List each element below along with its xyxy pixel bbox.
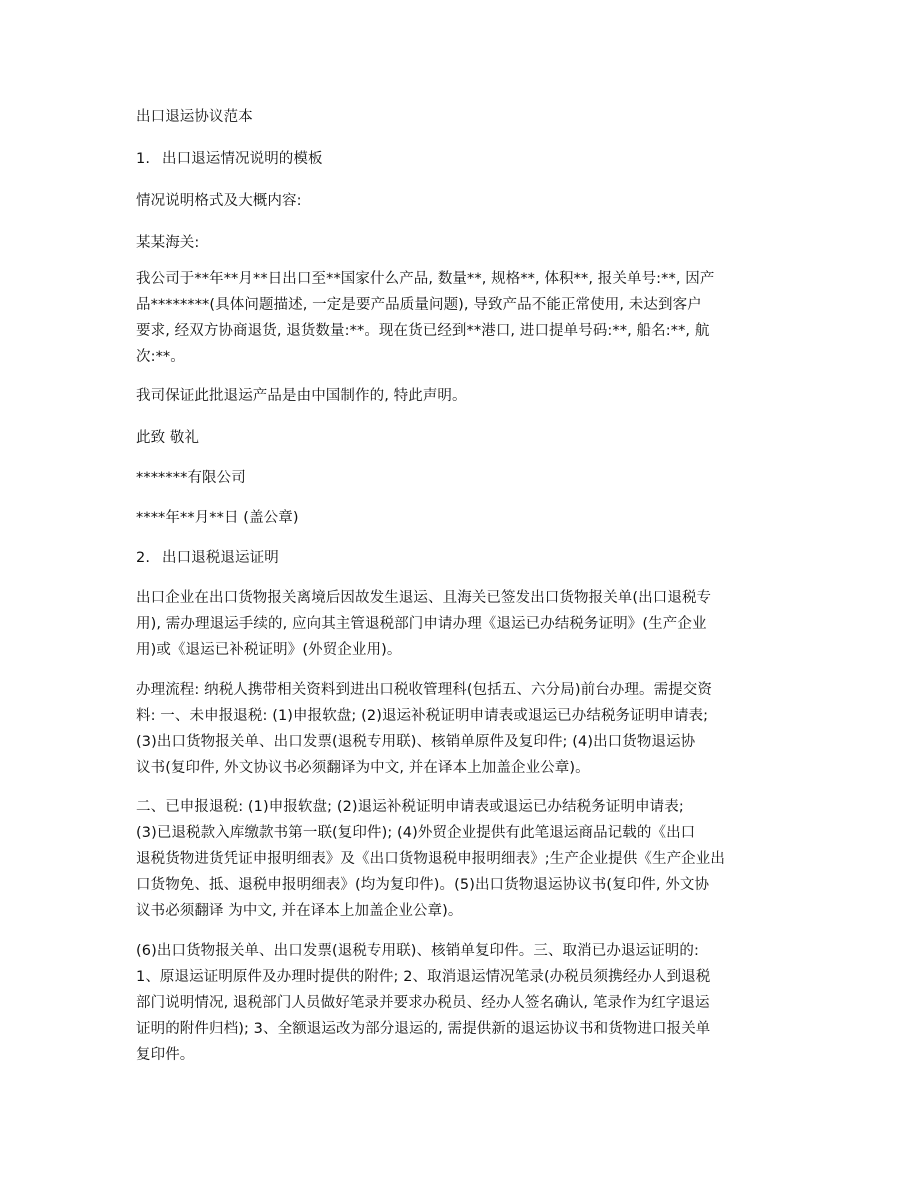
document-title: 出口退运协议范本	[136, 109, 253, 125]
paragraph-line: 用)或《退运已补税证明》(外贸企业用)。	[136, 642, 402, 658]
paragraph-line: (3)已退税款入库缴款书第一联(复印件); (4)外贸企业提供有此笔退运商品记载的《出口	[136, 825, 696, 841]
company-name: *******有限公司	[136, 470, 246, 486]
paragraph-line: 议书(复印件, 外文协议书必须翻译为中文, 并在译本上加盖企业公章)。	[136, 760, 590, 776]
paragraph-line: 退税货物进货凭证申报明细表》及《出口货物退税申报明细表》;生产企业提供《生产企业出	[136, 851, 725, 867]
section-2-title: 出口退税退运证明	[162, 550, 279, 566]
closing-salutation: 此致 敬礼	[136, 430, 200, 446]
paragraph-line: (3)出口货物报关单、出口发票(退税专用联)、核销单原件及复印件; (4)出口货物退运协	[136, 734, 696, 750]
paragraph-line: 办理流程: 纳税人携带相关资料到进出口税收管理科(包括五、六分局)前台办理。需提交资	[136, 682, 713, 698]
paragraph-guarantee: 我司保证此批退运产品是由中国制作的, 特此声明。	[136, 388, 467, 404]
date-seal: ****年**月**日 (盖公章)	[136, 510, 299, 526]
paragraph-line: 证明的附件归档); 3、全额退运改为部分退运的, 需提供新的退运协议书和货物进口报关单	[136, 1021, 711, 1037]
paragraph-line: 品********(具体问题描述, 一定是要产品质量问题), 导致产品不能正常使用, 未达到客户	[136, 297, 702, 313]
paragraph-line: 复印件。	[136, 1047, 195, 1063]
addressee: 某某海关:	[136, 235, 200, 251]
paragraph-line: 议书必须翻译 为中文, 并在译本上加盖企业公章)。	[136, 903, 463, 919]
format-label: 情况说明格式及大概内容:	[136, 193, 302, 209]
paragraph-line: 我公司于**年**月**日出口至**国家什么产品, 数量**, 规格**, 体积**, 报关单号:**, 因产	[136, 271, 715, 287]
section-1-title: 出口退运情况说明的模板	[162, 151, 323, 167]
paragraph-line: (6)出口货物报关单、出口发票(退税专用联)、核销单复印件。三、取消已办退运证明的:	[136, 943, 699, 959]
paragraph-line: 1、原退运证明原件及办理时提供的附件; 2、取消退运情况笔录(办税员须携经办人到退税	[136, 969, 711, 985]
paragraph-line: 用), 需办理退运手续的, 应向其主管退税部门申请办理《退运已办结税务证明》(生产企业	[136, 616, 707, 632]
paragraph-line: 次:**。	[136, 349, 185, 365]
paragraph-line: 料: 一、未申报退税: (1)申报软盘; (2)退运补税证明申请表或退运已办结税务证明申请表;	[136, 708, 709, 724]
paragraph-line: 要求, 经双方协商退货, 退货数量:**。现在货已经到**港口, 进口提单号码:**, 船名:**, 航	[136, 323, 710, 339]
paragraph-line: 部门说明情况, 退税部门人员做好笔录并要求办税员、经办人签名确认, 笔录作为红字退运	[136, 995, 710, 1011]
paragraph-line: 出口企业在出口货物报关离境后因故发生退运、且海关已签发出口货物报关单(出口退税专	[136, 590, 712, 606]
section-2-heading	[136, 549, 279, 567]
section-1-number: 1.	[136, 151, 151, 167]
section-2-number: 2.	[136, 550, 151, 566]
paragraph-line: 二、已申报退税: (1)申报软盘; (2)退运补税证明申请表或退运已办结税务证明申请表;	[136, 799, 684, 815]
section-1-heading	[136, 150, 323, 168]
paragraph-line: 口货物免、抵、退税申报明细表》(均为复印件)。(5)出口货物退运协议书(复印件, 外文协	[136, 877, 710, 893]
